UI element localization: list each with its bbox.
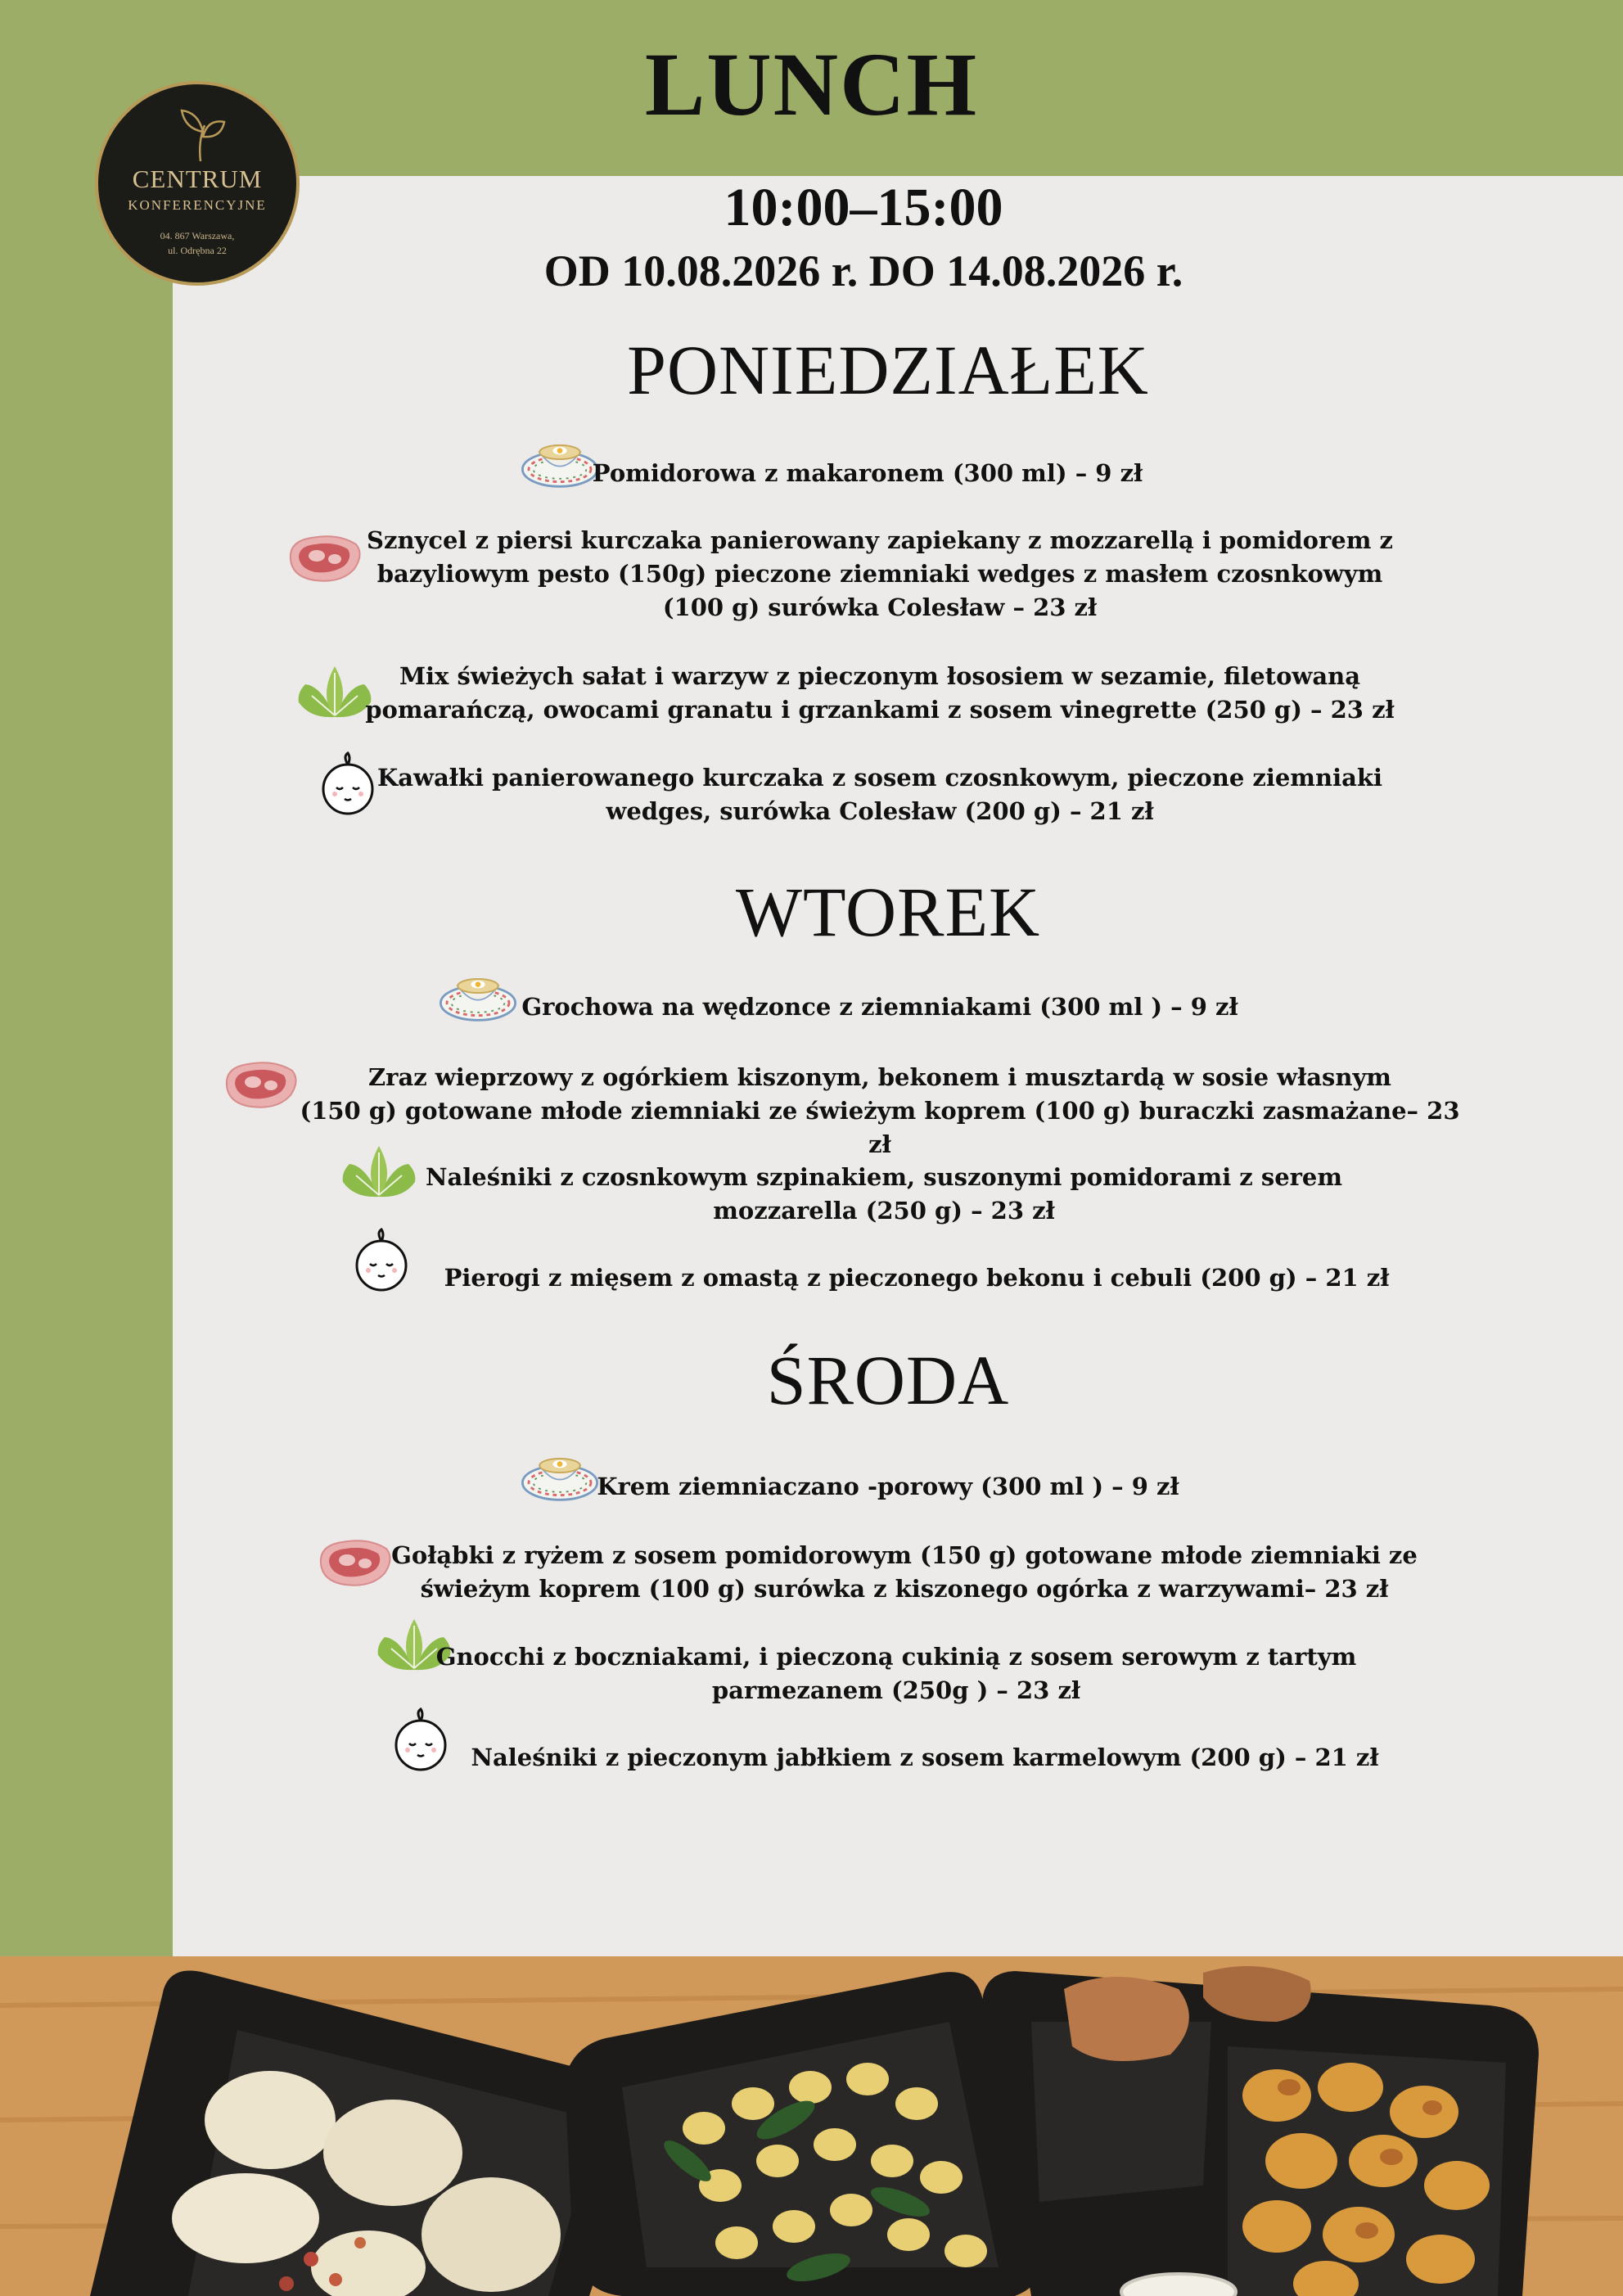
- dish-monday-soup: Pomidorowa z makaronem (300 ml) – 9 zł: [592, 459, 1143, 487]
- day-heading-tuesday: WTOREK: [735, 873, 1041, 951]
- dish-monday-vege: Mix świeżych sałat i warzyw z pieczonym łososiem w sezamie, filetowaną pomarańczą, owocami granatu i grzankami z sosem vinegrette (250 g) – 23 zł: [365, 662, 1395, 724]
- dish-wednesday-soup: Krem ziemniaczano -porowy (300 ml ) – 9 zł: [597, 1473, 1179, 1500]
- logo-address: [98, 228, 296, 258]
- opening-hours: 10:00–15:00: [724, 178, 1003, 237]
- meat-icon: [220, 1056, 302, 1113]
- dish-wednesday-vege: Gnocchi z boczniakami, i pieczoną cukinią z sosem serowym z tartym parmezanem (250g ) – 23 zł: [435, 1643, 1357, 1704]
- dish-tuesday-kids: Pierogi z mięsem z omastą z pieczonego bekonu i cebuli (200 g) – 21 zł: [444, 1264, 1390, 1292]
- dish-monday-kids: Kawałki panierowanego kurczaka z sosem czosnkowym, pieczone ziemniaki wedges, surówka Colesław (200 g) – 21 zł: [377, 764, 1382, 825]
- kids-icon: [388, 1707, 453, 1773]
- leaf-icon: [174, 104, 228, 163]
- logo-address-line2: ul. Odrębna 22: [168, 245, 227, 256]
- food-photo-icon: [0, 1956, 1623, 2296]
- dish-wednesday-meat: Gołąbki z ryżem z sosem pomidorowym (150 g) gotowane młode ziemniaki ze świeżym koprem (100 g) surówka z kiszonego ogórka z warzywami– 23 zł: [391, 1541, 1418, 1603]
- page-title: LUNCH: [644, 34, 979, 134]
- date-range: OD 10.08.2026 r. DO 14.08.2026 r.: [543, 246, 1183, 295]
- day-heading-wednesday: ŚRODA: [766, 1341, 1010, 1419]
- dish-tuesday-soup: Grochowa na wędzonce z ziemniakami (300 ml ) – 9 zł: [521, 993, 1238, 1021]
- dish-tuesday-vege: Naleśniki z czosnkowym szpinakiem, suszonymi pomidorami z serem mozzarella (250 g) – 23 zł: [425, 1163, 1343, 1225]
- logo-subtitle: KONFERENCYJNE: [128, 197, 267, 213]
- logo-name: CENTRUM: [132, 165, 263, 193]
- dish-wednesday-kids: Naleśniki z pieczonym jabłkiem z sosem karmelowym (200 g) – 21 zł: [471, 1743, 1379, 1771]
- kids-icon: [349, 1228, 414, 1293]
- logo-address-line1: 04. 867 Warszawa,: [160, 230, 235, 241]
- dish-tuesday-meat: Zraz wieprzowy z ogórkiem kiszonym, bekonem i musztardą w sosie własnym (150 g) gotowane młode ziemniaki ze świeżym koprem (100 g) buraczki zasmażane– 23 zł: [300, 1063, 1460, 1158]
- day-heading-monday: PONIEDZIAŁEK: [627, 331, 1149, 409]
- meat-icon: [314, 1534, 396, 1591]
- logo: [95, 81, 300, 286]
- dish-monday-meat: Sznycel z piersi kurczaka panierowany zapiekany z mozzarellą i pomidorem z bazyliowym pesto (150g) pieczone ziemniaki wedges z masłem czosnkowym (100 g) surówka Colesław – 23 zł: [367, 526, 1393, 621]
